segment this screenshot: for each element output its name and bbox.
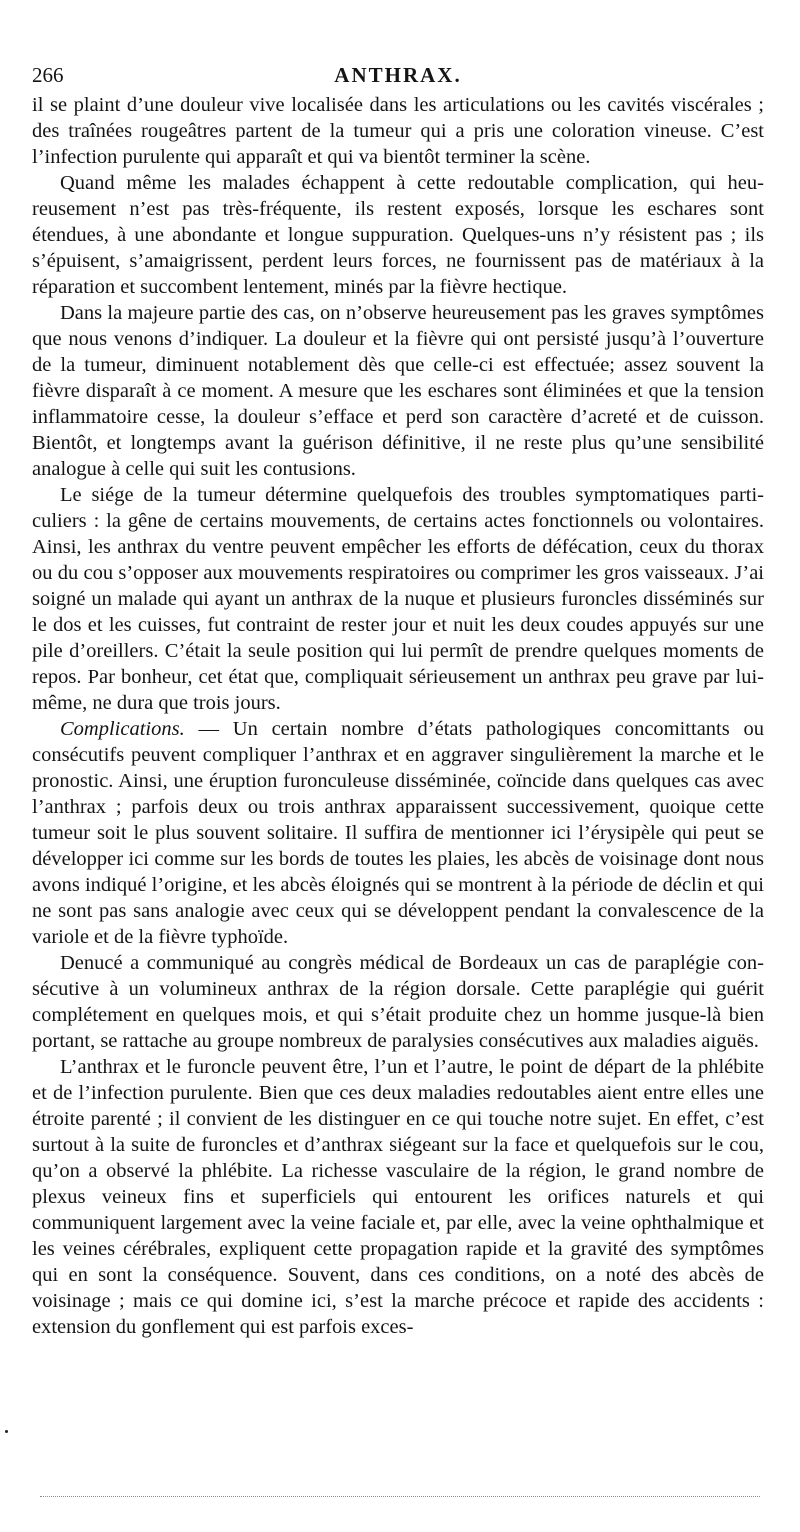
body-text (32, 92, 764, 1340)
paragraph-paraplegia: Denucé a communiqué au congrès médical de Bordeaux un cas de paraplégie consécutive à un volumineux anthrax de la région dorsale. Cette paraplégie qui guérit complétement en quelques mois, et qui s’était produite chez un homme jusque-là bien portant, se rattache au groupe nombreux de paralysies consécutives aux maladies aiguës. (32, 952, 764, 1052)
paragraph-phlebitis: L’anthrax et le furoncle peuvent être, l’un et l’autre, le point de départ de la phlébite et de l’infection purulente. Bien que ces deux maladies redoutables aient entre elles une étroite parenté ; il convient de les distinguer en ce qui touche notre sujet. En effet, c’est surtout à la suite de furoncles et d’anthrax siégeant sur la face et quelquefois sur le cou, qu’on a observé la phlébite. La richesse vasculaire de la région, le grand nombre de plexus veineux fins et superficiels qui entourent les orifices naturels et qui communiquent largement avec la veine faciale et, par elle, avec la veine ophthalmique et les veines cérébrales, expliquent cette propagation rapide et la gravité des symptômes qui en sont la conséquence. Souvent, dans ces conditions, on a noté des abcès de voisinage ; mais ce qui domine ici, s’est la marche précoce et rapide des accidents : extension du gonflement qui est parfois exces- (32, 1056, 764, 1338)
running-title: ANTHRAX. (334, 63, 462, 87)
paragraph-tumor-location: Le siége de la tumeur détermine quelquefois des troubles symptomatiques particuliers : la gêne de certains mouvements, de certains actes fonctionnels ou volontaires. Ainsi, les anthrax du ventre peuvent empêcher les efforts de défécation, ceux du thorax ou du cou s’opposer aux mouvements respiratoires ou comprimer les gros vaisseaux. J’ai soigné un malade qui ayant un anthrax de la nuque et plusieurs furoncles disséminés sur le dos et les cuisses, fut contraint de rester jour et nuit les deux coudes appuyés sur une pile d’oreillers. C’était la seule position qui lui permît de prendre quelques moments de repos. Par bonheur, cet état que, compliquait sérieusement un anthrax peu grave par lui-même, ne dura que trois jours. (32, 484, 764, 714)
paragraph-continuation: il se plaint d’une douleur vive localisée dans les articulations ou les cavités viscérales ; des traînées rougeâtres partent de la tumeur qui a pris une coloration vineuse. C’est l’infection purulente qui apparaît et qui va bientôt terminer la scène. (32, 94, 764, 168)
page-number: 266 (32, 63, 64, 87)
paragraph-complications (32, 716, 764, 950)
complications-text: — Un certain nombre d’états pathologiques concomittants ou consécutifs peuvent compliquer l’anthrax et en aggraver singulièrement la marche et le pronostic. Ainsi, une éruption furonculeuse disséminée, coïncide dans quelques cas avec l’anthrax ; parfois deux ou trois anthrax apparaissent successivement, quoique cette tumeur soit le plus souvent solitaire. Il suffira de mentionner ici l’érysipèle qui peut se développer ici comme sur les bords de toutes les plaies, les abcès de voisinage dont nous avons indiqué l’origine, et les abcès éloignés qui se montrent à la période de déclin et qui ne sont pas sans analogie avec ceux qui se développent pendant la convalescence de la variole et de la fièvre typhoïde. (32, 718, 764, 948)
margin-mark (5, 1430, 8, 1433)
paragraph-favorable-course: Dans la majeure partie des cas, on n’observe heureusement pas les graves symptômes que nous venons d’indiquer. La douleur et la fièvre qui ont persisté jusqu’à l’ouverture de la tumeur, diminuent notablement dès que celle-ci est effectuée; assez souvent la fièvre disparaît à ce moment. A mesure que les eschares sont éliminées et que la tension inflammatoire cesse, la douleur s’efface et perd son caractère d’acreté et de cuisson. Bientôt, et longtemps avant la guérison définitive, il ne reste plus qu’une sensibilité analogue à celle qui suit les contusions. (32, 302, 764, 480)
footer-rule (40, 1496, 760, 1497)
complications-heading: Complications. (60, 718, 185, 740)
page-header (32, 58, 764, 92)
page (32, 58, 764, 1340)
paragraph-suppuration: Quand même les malades échappent à cette redoutable complication, qui heureusement n’est pas très-fréquente, ils restent exposés, lorsque les eschares sont étendues, à une abondante et longue suppuration. Quelques-uns n’y résistent pas ; ils s’épuisent, s’amaigrissent, perdent leurs forces, ne fournissent pas de matériaux à la réparation et succombent lentement, minés par la fièvre hectique. (32, 172, 764, 298)
